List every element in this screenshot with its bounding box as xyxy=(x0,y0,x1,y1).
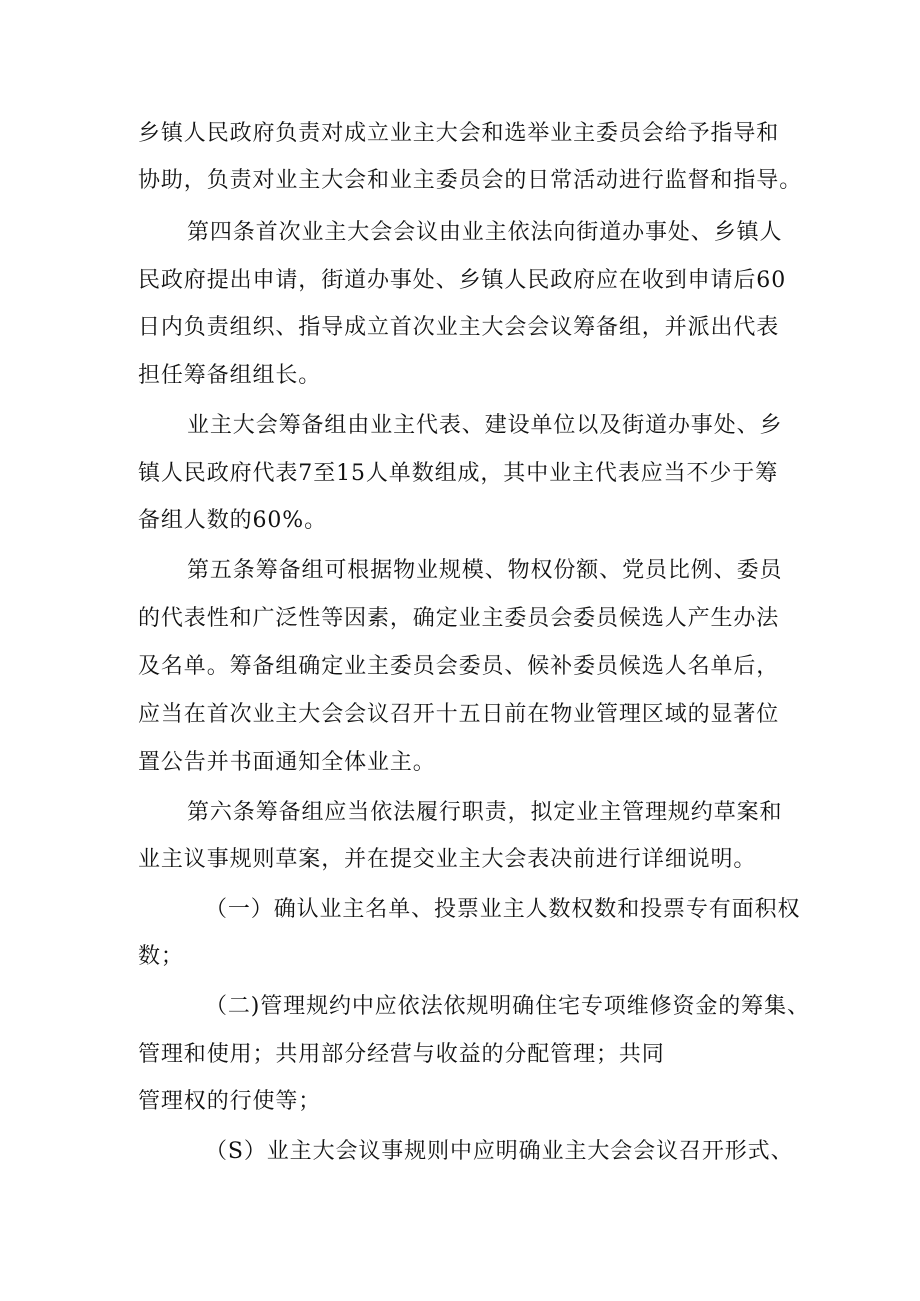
text-line: 镇人民政府代表7至15人单数组成，其中业主代表应当不少于筹 xyxy=(138,461,779,486)
text-line: 业主议事规则草案，并在提交业主大会表决前进行详细说明。 xyxy=(138,847,757,872)
text-line: 民政府提出申请，街道办事处、乡镇人民政府应在收到申请后60 xyxy=(138,268,787,293)
text-line: 置公告并书面通知全体业主。 xyxy=(138,750,436,775)
text-line: 管理权的行使等； xyxy=(138,1089,322,1114)
list-item-3: （S）业主大会议事规则中应明确业主大会会议召开形式、 xyxy=(205,1139,794,1164)
text-line: 日内负责组织、指导成立首次业主大会会议筹备组，并派出代表 xyxy=(138,315,780,340)
text-line: 数； xyxy=(138,944,184,969)
list-item-1: （一）确认业主名单、投票业主人数权数和投票专有面积权 xyxy=(205,897,801,922)
list-item-2: （二)管理规约中应依法依规明确住宅专项维修资金的筹集、 xyxy=(205,994,810,1019)
text-line: 的代表性和广泛性等因素，确定业主委员会委员候选人产生办法 xyxy=(138,606,780,631)
text-line: 及名单。筹备组确定业主委员会委员、候补委员候选人名单后， xyxy=(138,654,780,679)
paragraph-article-4: 第四条首次业主大会会议由业主依法向街道办事处、乡镇人 xyxy=(187,220,783,245)
text-line: 乡镇人民政府负责对成立业主大会和选举业主委员会给予指导和 xyxy=(138,121,780,146)
text-line: 管理和使用；共用部分经营与收益的分配管理；共同 xyxy=(138,1042,665,1067)
text-line: 备组人数的60%。 xyxy=(138,508,327,533)
text-line: 协助，负责对业主大会和业主委员会的日常活动进行监督和指导。 xyxy=(138,168,803,193)
text-line: 担任筹备组组长。 xyxy=(138,363,322,388)
paragraph-article-6: 第六条筹备组应当依法履行职责，拟定业主管理规约草案和 xyxy=(187,800,783,825)
paragraph-preparatory-group: 业主大会筹备组由业主代表、建设单位以及街道办事处、乡 xyxy=(187,413,783,438)
paragraph-article-5: 第五条筹备组可根据物业规模、物权份额、党员比例、委员 xyxy=(187,558,783,583)
text-line: 应当在首次业主大会会议召开十五日前在物业管理区域的显著位 xyxy=(138,702,780,727)
